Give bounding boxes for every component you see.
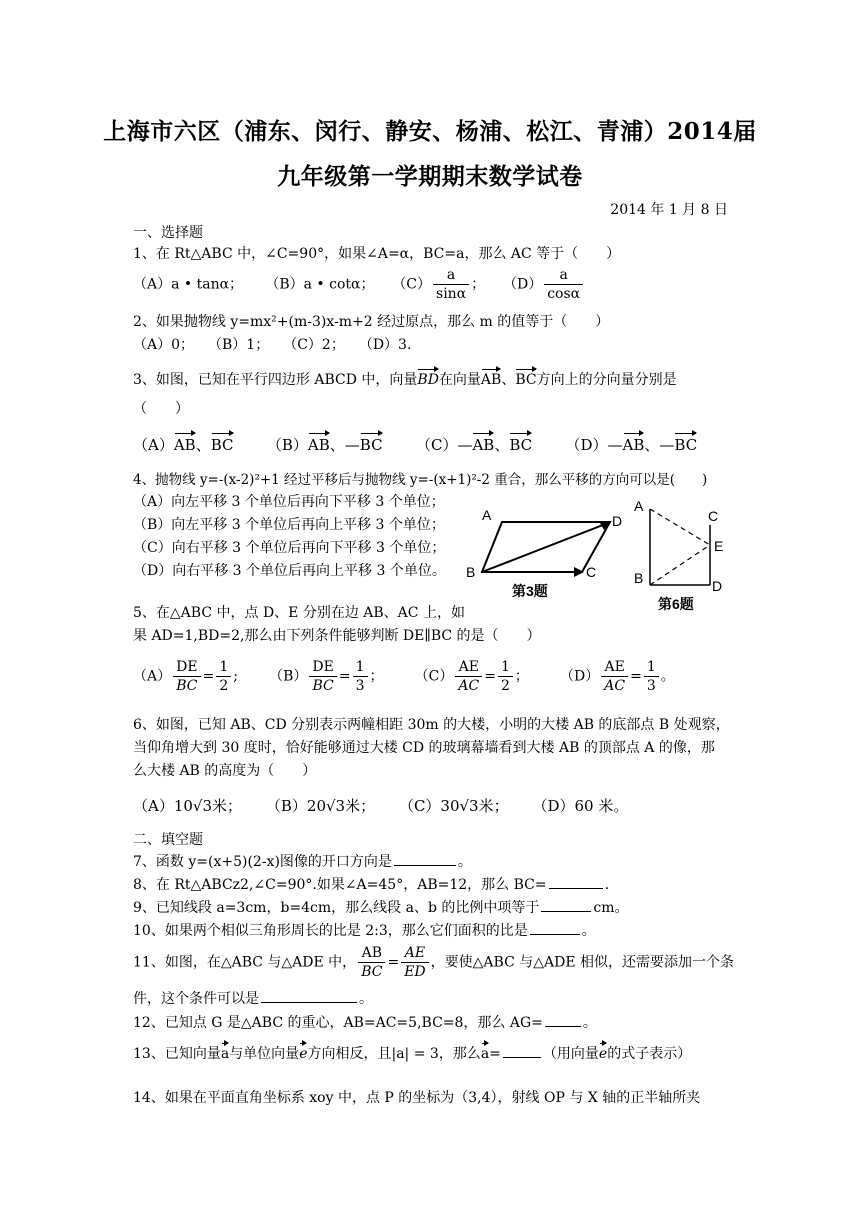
equals-sign: = (387, 954, 400, 971)
q6-option-a: （A）10√3米； (133, 797, 243, 815)
q6-line2: 当仰角增大到 30 度时，恰好能够通过大楼 CD 的玻璃幕墙看到大楼 AB 的顶部点 A 的像，那 (133, 740, 715, 756)
q1-option-a: （A）a • tanα； (133, 276, 244, 293)
q4-option-d: （D）向右平移 3 个单位后再向上平移 3 个单位。 (133, 563, 446, 579)
q7-text: 7、函数 y=(x+5)(2-x)图像的开口方向是 (133, 854, 392, 870)
q1-options (133, 266, 585, 303)
fraction-denominator: ED (404, 964, 426, 980)
equals-sign: = (338, 668, 351, 685)
q4-option-b: （B）向左平移 3 个单位后再向上平移 3 个单位； (133, 517, 445, 533)
q3-option-c-label: （C）— (415, 436, 473, 454)
exam-date: 2014 年 1 月 8 日 (610, 202, 728, 218)
fraction-denominator: sinα (436, 286, 467, 302)
label-e: E (714, 538, 724, 554)
equals-sign: = (489, 1046, 501, 1062)
q1-stem: 1、在 Rt△ABC 中，∠C=90°，如果∠A=α，BC=a，那么 AC 等于（ ） (133, 246, 621, 262)
q6-option-c: （C）30√3米； (398, 797, 509, 815)
q13-text: 的式子表示） (607, 1046, 692, 1062)
fraction-numerator: AB (358, 944, 385, 963)
q5-option-b-label: （B） (269, 668, 308, 685)
equals-sign: = (484, 668, 496, 685)
fraction-denominator: 3 (646, 678, 656, 694)
q11-text: 件，这个条件可以是 (133, 991, 259, 1007)
q3-stem-part: 3、如图，已知在平行四边形 ABCD 中，向量 (133, 372, 418, 388)
q5-option-d-label: （D） (560, 668, 600, 685)
figure-caption: 第6题 (658, 596, 694, 612)
q11-text: 11、如图，在△ABC 与△ADE 中， (133, 954, 357, 971)
fraction-numerator: AE (601, 658, 628, 677)
q13-text: 方向相反，且 (307, 1046, 392, 1062)
fraction-denominator: AC (458, 678, 480, 694)
vector-ab: AB (623, 430, 645, 454)
fraction-numerator: 1 (216, 658, 231, 677)
exam-title-line1: 上海市六区（浦东、闵行、静安、杨浦、松江、青浦）2014届 (103, 118, 757, 145)
vector-ab: AB (481, 366, 501, 388)
q10-text: 10、如果两个相似三角形周长的比是 2:3，那么它们面积的比是 (133, 923, 528, 939)
separator: 。 (660, 668, 675, 685)
q1-option-d-label: （D） (502, 276, 543, 293)
label-c: C (708, 508, 719, 524)
fraction-numerator: 1 (498, 658, 513, 677)
q3-stem (133, 366, 677, 389)
vector-bc: BC (674, 430, 697, 454)
fraction-numerator: 1 (644, 658, 659, 677)
q3-option-a-label: （A） (133, 436, 174, 454)
q5-stem-line2: 果 AD=1,BD=2,那么由下列条件能够判断 DE∥BC 的是（ ） (133, 628, 541, 644)
fraction-numerator: DE (309, 658, 336, 677)
q10 (133, 920, 596, 940)
q13-text: 13、已知向量 (133, 1046, 221, 1062)
punct: 。 (359, 991, 373, 1007)
punct: . (604, 877, 610, 893)
minus-sign: — (344, 436, 360, 454)
fraction (216, 658, 231, 695)
answer-blank[interactable] (549, 888, 603, 889)
vector-bd: BD (417, 366, 439, 388)
q6-option-d: （D）60 米。 (532, 797, 629, 815)
label-b: B (466, 564, 476, 580)
fraction-numerator: AE (401, 944, 428, 963)
separator: 、 (494, 436, 510, 454)
answer-blank[interactable] (394, 865, 456, 866)
fraction (601, 658, 628, 695)
figure-caption: 第3题 (512, 583, 548, 599)
punct: 。 (581, 923, 596, 939)
section-fill-heading: 二、填空题 (133, 832, 203, 848)
exam-title-line2: 九年级第一学期期末数学试卷 (277, 163, 583, 190)
q5-stem-line1: 5、在△ABC 中，点 D、E 分别在边 AB、AC 上，如 (133, 605, 465, 621)
q1-option-c-fraction (433, 266, 469, 303)
vector-ab: AB (308, 430, 330, 454)
q11-text: ，要使△ABC 与△ADE 相似，还需要添加一个条 (430, 954, 734, 971)
q11-line1 (133, 944, 734, 981)
separator: ； (369, 668, 384, 685)
punct: 。 (582, 1015, 597, 1031)
fraction (173, 658, 200, 695)
label-a: A (634, 498, 644, 514)
label-d: D (712, 578, 723, 594)
vector-a: a (481, 1040, 489, 1062)
q6-option-b: （B）20√3米； (265, 797, 376, 815)
q3-paren: （ ） (133, 401, 189, 417)
separator: 、 (329, 436, 345, 454)
fraction-denominator: AC (604, 678, 626, 694)
label-c: C (586, 564, 597, 580)
q2-stem: 2、如果抛物线 y=mx²+(m-3)x-m+2 经过原点，那么 m 的值等于（ ） (133, 314, 610, 330)
q13-text: （用向量 (542, 1046, 599, 1062)
arrowhead-c (574, 567, 584, 577)
answer-blank[interactable] (530, 934, 580, 935)
fraction-denominator: 2 (219, 678, 229, 694)
vector-magnitude: |a| = 3 (391, 1046, 439, 1062)
fraction-numerator: a (544, 266, 583, 285)
separator: ； (514, 668, 529, 685)
q12 (133, 1012, 597, 1032)
vector-bc: BC (211, 430, 234, 454)
answer-blank[interactable] (541, 911, 591, 912)
q13-text: ，那么 (438, 1046, 481, 1062)
q11-line2 (133, 988, 373, 1008)
q1-option-c-label: （C） (392, 276, 432, 293)
q7 (133, 851, 472, 871)
equals-sign: = (202, 668, 215, 685)
minus-sign: — (659, 436, 675, 454)
answer-blank[interactable] (503, 1057, 541, 1058)
q3-options (133, 430, 697, 455)
q6-line3: 么大楼 AB 的高度为（ ） (133, 763, 317, 779)
equals-sign: = (630, 668, 642, 685)
vector-bc: BC (515, 366, 536, 388)
sight-line-be (650, 545, 710, 585)
q1-option-d-fraction (544, 266, 583, 303)
label-d: D (612, 513, 623, 529)
q3-stem-part: 方向上的分向量分别是 (536, 372, 677, 388)
vector-ab: AB (174, 430, 196, 454)
vector-a: a (221, 1040, 229, 1062)
vector-e: e (599, 1040, 607, 1062)
fraction (455, 658, 482, 695)
punct: 。 (457, 854, 472, 870)
q13-text: 与单位向量 (229, 1046, 300, 1062)
label-b: B (634, 570, 644, 586)
fraction-denominator: 3 (355, 678, 365, 694)
q1-option-b: （B）a • cotα； (265, 276, 375, 293)
separator: 、 (501, 372, 516, 388)
q5-options (133, 658, 675, 695)
fraction-numerator: AE (455, 658, 482, 677)
separator: 、 (195, 436, 211, 454)
separator: 、 (644, 436, 660, 454)
fraction-denominator: BC (176, 678, 198, 694)
fraction (358, 944, 385, 981)
answer-blank[interactable] (545, 1026, 581, 1027)
fraction-numerator: a (433, 266, 469, 285)
q8-text: 8、在 Rt△ABCz2,∠C=90°.如果∠A=45°，AB=12，那么 BC= (133, 877, 547, 893)
q4-option-a: （A）向左平移 3 个单位后再向下平移 3 个单位； (133, 494, 445, 510)
separator: ； (471, 276, 486, 293)
fraction (401, 944, 428, 981)
fraction-numerator: DE (173, 658, 200, 677)
fraction-denominator: cosα (547, 286, 581, 302)
q3-option-b-label: （B） (266, 436, 308, 454)
q3-option-d-label: （D）— (565, 436, 623, 454)
q6-options (133, 795, 628, 816)
fraction (498, 658, 513, 695)
figure-q6-buildings (628, 497, 738, 615)
vector-e: e (299, 1040, 307, 1062)
q4-stem: 4、抛物线 y=-(x-2)²+1 经过平移后与抛物线 y=-(x+1)²-2 重合，那么平移的方向可以是( ) (133, 472, 708, 488)
fraction (353, 658, 368, 695)
reflection-line-ae (650, 509, 710, 545)
fraction-denominator: 2 (500, 678, 510, 694)
separator: ; (233, 668, 238, 685)
q9-text: 9、已知线段 a=3cm，b=4cm，那么线段 a、b 的比例中项等于 (133, 900, 540, 916)
q12-text: 12、已知点 G 是△ABC 的重心，AB=AC=5,BC=8，那么 AG= (133, 1015, 543, 1031)
q3-stem-part: 在向量 (438, 372, 481, 388)
punct: cm。 (593, 900, 629, 916)
q8 (133, 874, 609, 894)
q14: 14、如果在平面直角坐标系 xoy 中，点 P 的坐标为（3,4），射线 OP 与 X 轴的正半轴所夹 (133, 1090, 701, 1106)
fraction-numerator: 1 (353, 658, 368, 677)
q2-options: （A）0； （B）1； （C）2； （D）3. (133, 337, 412, 353)
q4-option-c: （C）向右平移 3 个单位后再向下平移 3 个单位； (133, 540, 446, 556)
fraction (644, 658, 659, 695)
q5-option-c-label: （C） (414, 668, 454, 685)
q13 (133, 1040, 691, 1063)
fraction (309, 658, 336, 695)
q9 (133, 897, 629, 917)
fraction-denominator: BC (361, 964, 383, 980)
label-a: A (482, 507, 492, 523)
answer-blank[interactable] (261, 1002, 357, 1003)
vector-bc: BC (360, 430, 383, 454)
q5-option-a-label: （A） (133, 668, 172, 685)
section-choice-heading: 一、选择题 (133, 225, 203, 241)
vector-bc: BC (509, 430, 532, 454)
figure-q3-parallelogram (462, 500, 632, 604)
vector-ab: AB (472, 430, 494, 454)
q6-line1: 6、如图，已知 AB、CD 分别表示两幢相距 30m 的大楼，小明的大楼 AB 的底部点 B 处观察， (133, 717, 730, 733)
fraction-denominator: BC (312, 678, 334, 694)
